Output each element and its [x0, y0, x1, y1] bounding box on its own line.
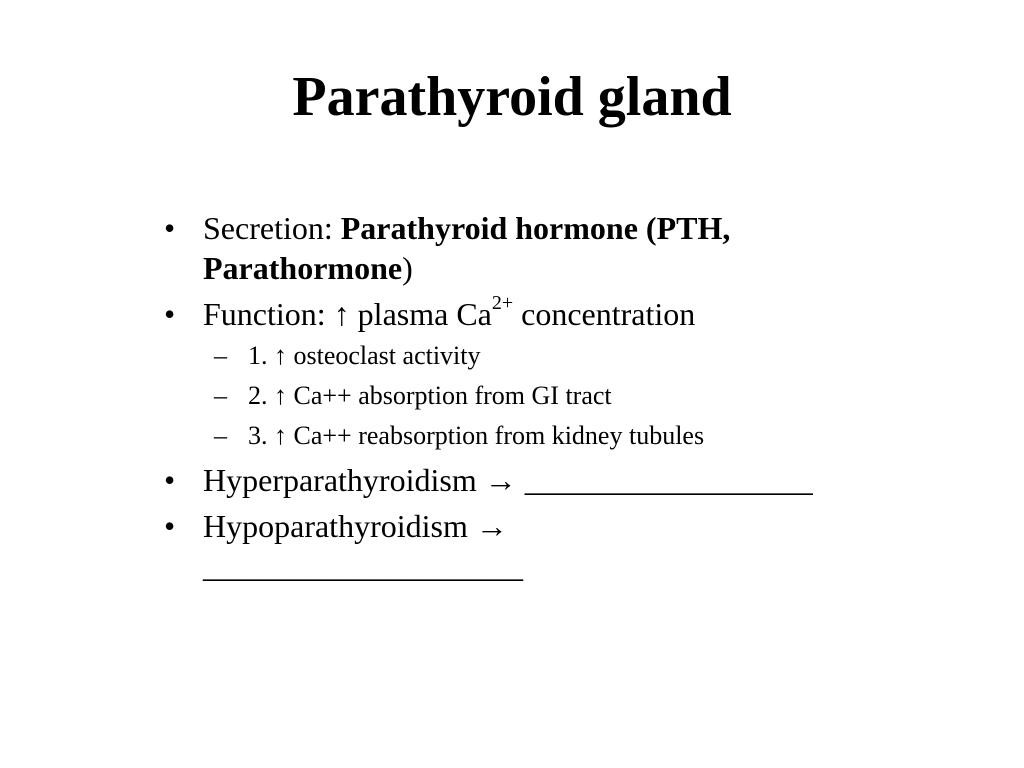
sub-item-gi-absorption — [214, 380, 848, 412]
secretion-label: Secretion: — [203, 210, 341, 246]
bullet-marker: • — [164, 462, 176, 498]
sub-marker: – — [214, 421, 227, 450]
bullet-marker: • — [164, 296, 176, 332]
sub-item-osteoclast — [214, 340, 848, 372]
bullet-marker: • — [164, 210, 176, 246]
hypo-text: Hypoparathyroidism → ____________________ — [203, 508, 523, 584]
bullet-hyperparathyroidism — [164, 460, 823, 500]
sub-marker: – — [214, 381, 227, 410]
function-label: Function: ↑ plasma Ca — [203, 296, 492, 332]
sub-item-text: 3. ↑ Ca++ reabsorption from kidney tubules — [248, 421, 705, 450]
bullet-secretion — [164, 208, 823, 288]
sub-item-text: 1. ↑ osteoclast activity — [248, 341, 481, 370]
bullet-function — [164, 292, 823, 334]
secretion-value-line2: Parathormone — [203, 250, 403, 286]
slide-title: Parathyroid gland — [292, 66, 732, 128]
function-suffix: concentration — [513, 296, 696, 332]
function-superscript: 2+ — [491, 292, 514, 315]
bullet-hypoparathyroidism — [164, 506, 823, 586]
secretion-value-close: ) — [402, 250, 413, 286]
hyper-text: Hyperparathyroidism → __________________ — [203, 462, 813, 498]
sub-item-text: 2. ↑ Ca++ absorption from GI tract — [248, 381, 612, 410]
sub-item-kidney-reabsorption — [214, 420, 848, 452]
bullet-marker: • — [164, 508, 176, 544]
secretion-value-line1: Parathyroid hormone (PTH, — [340, 210, 731, 246]
sub-marker: – — [214, 341, 227, 370]
